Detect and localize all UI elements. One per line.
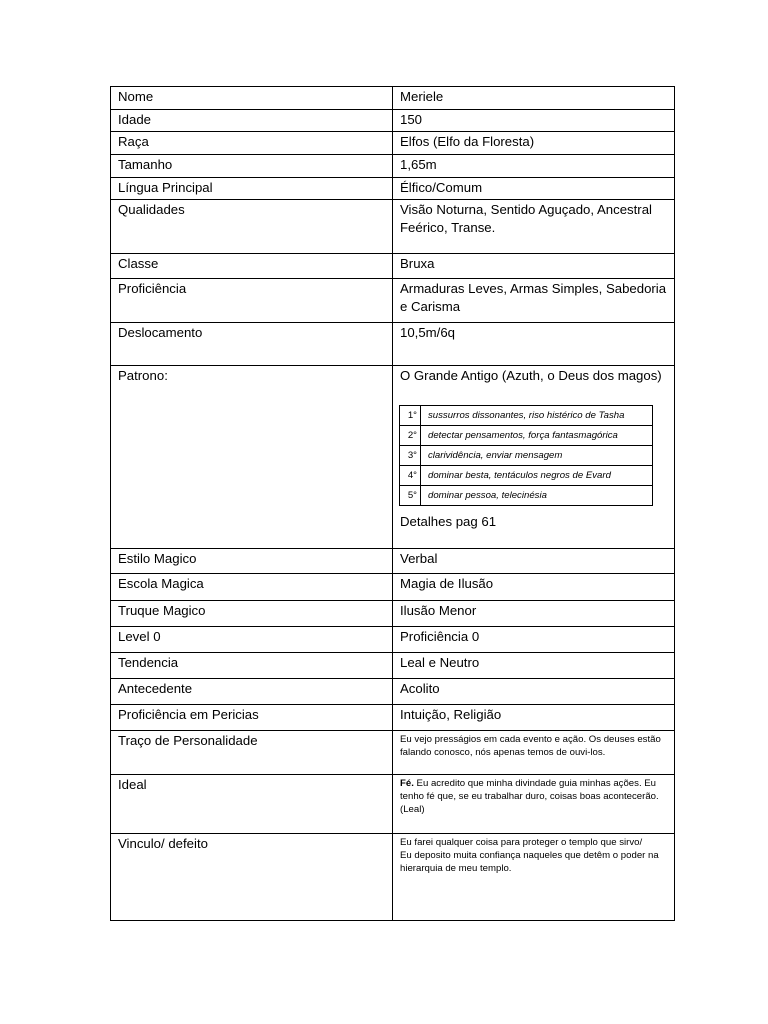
row-classe [111, 254, 675, 279]
label-cell: Nome [111, 87, 393, 110]
value-cell: Leal e Neutro [393, 653, 675, 679]
value-cell: Bruxa [393, 254, 675, 279]
value-cell: Meriele [393, 87, 675, 110]
row-patrono [111, 366, 675, 549]
label-cell: Estilo Magico [111, 549, 393, 574]
label-cell: Patrono: [111, 366, 393, 549]
spell-level: 5° [400, 486, 421, 506]
row-tendencia [111, 653, 675, 679]
spell-level: 4° [400, 466, 421, 486]
label-cell: Escola Magica [111, 574, 393, 601]
value-cell: 1,65m [393, 155, 675, 178]
spell-row [400, 446, 653, 466]
label-cell: Raça [111, 132, 393, 155]
row-estilo [111, 549, 675, 574]
spell-row [400, 466, 653, 486]
vinculo-line1: Eu farei qualquer coisa para proteger o templo que sirvo/ [400, 837, 643, 848]
value-cell: Magia de Ilusão [393, 574, 675, 601]
row-pericias [111, 705, 675, 731]
row-proficiencia [111, 279, 675, 323]
label-cell: Classe [111, 254, 393, 279]
row-truque [111, 601, 675, 627]
spell-level: 3° [400, 446, 421, 466]
row-qualidades [111, 200, 675, 254]
label-cell: Antecedente [111, 679, 393, 705]
label-cell: Idade [111, 110, 393, 132]
spell-row [400, 486, 653, 506]
value-cell: Intuição, Religião [393, 705, 675, 731]
row-ideal [111, 775, 675, 834]
label-cell: Traço de Personalidade [111, 731, 393, 775]
spell-row [400, 426, 653, 446]
row-level [111, 627, 675, 653]
value-cell: 150 [393, 110, 675, 132]
value-cell: Élfico/Comum [393, 178, 675, 200]
spell-names: dominar besta, tentáculos negros de Evard [421, 466, 653, 486]
value-cell [393, 775, 675, 834]
label-cell: Vinculo/ defeito [111, 834, 393, 921]
label-cell: Proficiência [111, 279, 393, 323]
label-cell: Ideal [111, 775, 393, 834]
spell-names: dominar pessoa, telecinésia [421, 486, 653, 506]
value-cell: Ilusão Menor [393, 601, 675, 627]
value-cell: Verbal [393, 549, 675, 574]
ideal-body: Eu acredito que minha divindade guia minhas ações. Eu tenho fé que, se eu trabalhar duro, coisas boas acontecerão. (Leal) [400, 778, 659, 815]
row-vinculo [111, 834, 675, 921]
row-tamanho [111, 155, 675, 178]
label-cell: Tendencia [111, 653, 393, 679]
character-sheet-table [110, 86, 675, 921]
value-cell: Armaduras Leves, Armas Simples, Sabedoria e Carisma [393, 279, 675, 323]
spell-names: clarividência, enviar mensagem [421, 446, 653, 466]
row-idade [111, 110, 675, 132]
value-cell [393, 366, 675, 549]
spell-names: detectar pensamentos, força fantasmagórica [421, 426, 653, 446]
ideal-text [400, 776, 667, 816]
ideal-bold: Fé. [400, 778, 414, 789]
value-cell [393, 834, 675, 921]
label-cell: Tamanho [111, 155, 393, 178]
row-raca [111, 132, 675, 155]
row-traco [111, 731, 675, 775]
label-cell: Truque Magico [111, 601, 393, 627]
row-lingua [111, 178, 675, 200]
value-cell: Proficiência 0 [393, 627, 675, 653]
patrono-value: O Grande Antigo (Azuth, o Deus dos magos) [400, 368, 662, 383]
spell-table [399, 405, 653, 506]
label-cell: Língua Principal [111, 178, 393, 200]
vinculo-text [400, 835, 667, 875]
spell-row [400, 406, 653, 426]
spell-level: 1° [400, 406, 421, 426]
label-cell: Proficiência em Pericias [111, 705, 393, 731]
spell-names: sussurros dissonantes, riso histérico de Tasha [421, 406, 653, 426]
value-cell: Elfos (Elfo da Floresta) [393, 132, 675, 155]
row-deslocamento [111, 323, 675, 366]
value-cell: Visão Noturna, Sentido Aguçado, Ancestral Feérico, Transe. [393, 200, 675, 254]
traco-text: Eu vejo presságios em cada evento e ação. Os deuses estão falando conosco, nós apenas temos de ouvi-los. [400, 734, 661, 758]
row-escola [111, 574, 675, 601]
spell-level: 2° [400, 426, 421, 446]
row-nome [111, 87, 675, 110]
details-note: Detalhes pag 61 [400, 514, 497, 529]
value-cell [393, 731, 675, 775]
vinculo-line2: Eu deposito muita confiança naqueles que detêm o poder na hierarquia de meu templo. [400, 850, 659, 874]
label-cell: Qualidades [111, 200, 393, 254]
value-cell: 10,5m/6q [393, 323, 675, 366]
value-cell: Acolito [393, 679, 675, 705]
label-cell: Level 0 [111, 627, 393, 653]
label-cell: Deslocamento [111, 323, 393, 366]
row-antecedente [111, 679, 675, 705]
